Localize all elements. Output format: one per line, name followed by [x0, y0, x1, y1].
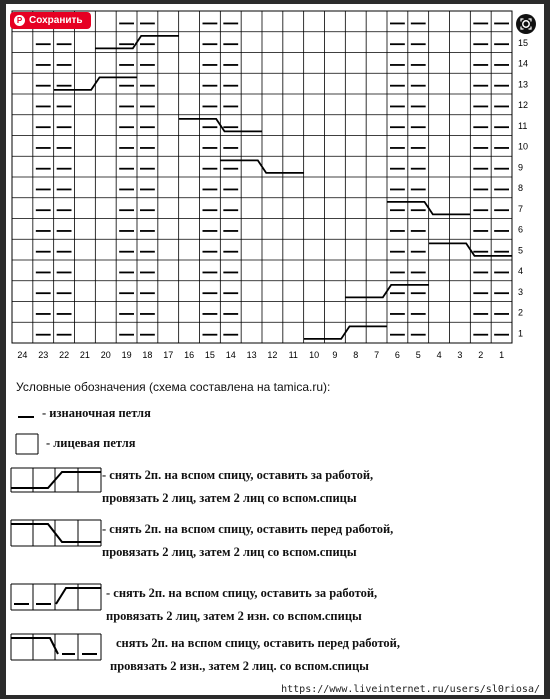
visual-search-button[interactable]: [516, 14, 536, 34]
knit-legend-text: - лицевая петля: [46, 436, 136, 450]
lens-icon: [520, 18, 532, 30]
row-number: 7: [517, 203, 524, 214]
column-number: 7: [374, 350, 380, 360]
column-number: 20: [100, 350, 111, 360]
pinterest-icon: P: [14, 15, 25, 26]
cable-2x2-front-purl-line1: снять 2п. на вспом спицу, оставить перед работой,: [116, 636, 401, 650]
column-number: 24: [17, 350, 28, 360]
column-number: 23: [38, 350, 49, 360]
cable-2x2-front-symbol: [10, 518, 102, 548]
cable-2x2-front-purl-line2: провязать 2 изн., затем 2 лиц. со вспом.спицы: [110, 659, 369, 673]
row-number: 5: [517, 245, 524, 256]
column-number: 5: [415, 350, 421, 360]
column-number: 4: [436, 350, 442, 360]
pinterest-save-button[interactable]: [10, 12, 91, 29]
row-number: 1: [517, 328, 524, 339]
column-number: 18: [142, 350, 153, 360]
column-number: 1: [499, 350, 505, 360]
column-number: 21: [79, 350, 90, 360]
column-number: 3: [457, 350, 463, 360]
column-number: 6: [394, 350, 400, 360]
row-number: 3: [517, 286, 524, 297]
cable-2x2-back-line1: - снять 2п. на вспом спицу, оставить за работой,: [102, 468, 374, 482]
column-number: 13: [246, 350, 257, 360]
cable-2x2-back-purl-line2: провязать 2 лиц, затем 2 изн. со вспом.спицы: [106, 609, 362, 623]
legend-title: Условные обозначения (схема составлена на tamica.ru):: [16, 380, 331, 394]
cable-2x2-front-purl-symbol: [10, 632, 102, 662]
row-number: 11: [517, 120, 528, 131]
column-number: 19: [121, 350, 132, 360]
column-number: 8: [353, 350, 359, 360]
column-number: 16: [184, 350, 195, 360]
image-frame: [6, 4, 544, 695]
purl-legend-text: - изнаночная петля: [42, 406, 151, 420]
save-button-label: Сохранить: [29, 15, 83, 26]
column-number: 9: [332, 350, 338, 360]
row-number: 4: [517, 266, 524, 277]
column-number: 10: [309, 350, 320, 360]
row-number: 2: [517, 307, 524, 318]
row-number: 12: [517, 100, 529, 111]
row-number: 8: [517, 183, 524, 194]
knit-symbol: [12, 432, 42, 456]
row-number: 15: [517, 37, 529, 48]
cable-2x2-back-symbol: [10, 466, 102, 494]
column-number: 11: [288, 350, 298, 360]
knitting-chart: [6, 4, 544, 374]
cable-2x2-front-line2: провязать 2 лиц, затем 2 лиц со вспом.спицы: [102, 545, 357, 559]
row-number: 10: [517, 141, 529, 152]
column-number: 15: [204, 350, 215, 360]
row-number: 9: [517, 162, 524, 173]
source-watermark: https://www.liveinternet.ru/users/sl0riosa/: [277, 684, 544, 695]
column-number: 2: [478, 350, 484, 360]
cable-2x2-back-purl-line1: - снять 2п. на вспом спицу, оставить за работой,: [106, 586, 378, 600]
row-number: 13: [517, 79, 529, 90]
cable-2x2-back-purl-symbol: [10, 582, 102, 612]
column-number: 14: [225, 350, 236, 360]
cable-2x2-front-line1: - снять 2п. на вспом спицу, оставить перед работой,: [102, 522, 394, 536]
row-number: 14: [517, 58, 529, 69]
column-number: 12: [267, 350, 278, 360]
cable-2x2-back-line2: провязать 2 лиц, затем 2 лиц со вспом.спицы: [102, 491, 357, 505]
column-number: 17: [163, 350, 174, 360]
row-number: 6: [517, 224, 524, 235]
purl-symbol: [16, 406, 36, 420]
column-number: 22: [59, 350, 70, 360]
